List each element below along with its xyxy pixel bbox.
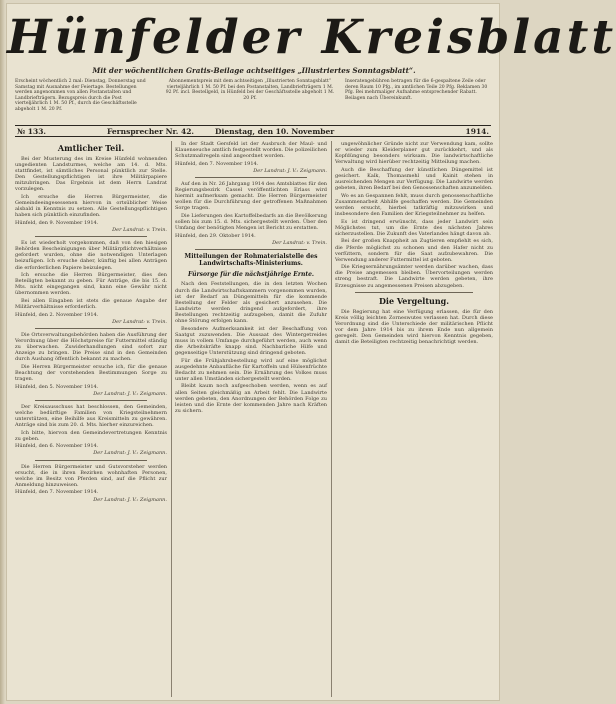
divider [35, 236, 147, 237]
article-paragraph: Bleibt kaum noch aufgeschoben werden, wenn es auf allen Seiten gleichmäßig an Arbeit fehlt. Die Landwirte werden gebeten, den Anordnungen der Behörden Folge zu leisten und die Ernte der kommenden Jahre nach Kräften zu sichern. [175, 383, 327, 414]
article-paragraph: Besondere Aufmerksamkeit ist der Beschaffung von Saatgut zuzuwenden. Die Aussaat des Wintergetreides muss in vollem Umfange durchgeführt werden, auch wenn die Arbeitskräfte knapp sind. Nachbarliche Hilfe und gegenseitige Unterstützung sind dringend geboten. [175, 325, 327, 356]
column-middle [175, 141, 327, 697]
article-paragraph: Bei allen Eingaben ist stets die genaue Angabe der Militärverhältnisse erforderlich. [15, 297, 167, 311]
article-paragraph: Die Lieferungen des Kartoffelbedarfs an die Bevölkerung sollen bis zum 15. d. Mts. sichergestellt werden. Über den Umfang der benötigten Mengen ist Bericht zu erstatten. [175, 212, 327, 232]
phone-number: Fernsprecher Nr. 42. [107, 127, 195, 136]
article-heading: Mitteilungen der Rohmaterialstelle des Landwirtschafts-Ministeriums. [184, 252, 318, 268]
column-official-notices [15, 141, 167, 697]
subscription-price [165, 79, 335, 121]
article-subheading: Fürsorge für die nächstjährige Ernte. [187, 270, 315, 278]
article-paragraph: Ich bitte, hiervon den Gemeindevertretungen Kenntnis zu geben. [15, 429, 167, 442]
masthead [7, 4, 616, 78]
newspaper-title: Hünfelder Kreisblatt [7, 10, 616, 65]
dateline-place: Hünfeld, den 9. November 1914. [15, 219, 99, 226]
divider [355, 292, 473, 293]
article-paragraph: Die Ortsverwaltungsbehörden haben die Ausführung der Verordnung über die Höchstpreise für Futtermittel ständig zu überwachen. Zuwiderhandlungen sind sofort zur Anzeige zu bringen. Die Preise sind in den Gemeinden durch Aushang öffentlich bekannt zu machen. [15, 331, 167, 363]
subscription-price-text: Abonnementspreis mit dem achtseitigen „Illustrierten Sonntagsblatt“ vierteljährlich 1 M. 50 Pf. bei den Postanstalten, Landbriefträgern 1 M. 92 Pf. incl. Bestellgeld, in Hünfeld bei der Geschäftsstelle abgeholt 1 M. 20 Pf. [165, 79, 335, 101]
article-paragraph: Auch die Beschaffung der künstlichen Düngemittel ist gesichert. Kalk, Thomasmehl und Kainit stehen in ausreichenden Mengen zur Verfügung. Die Landwirte werden gebeten, ihren Bedarf bei den Genossenschaften anzumelden. [335, 166, 493, 192]
article-paragraph: Für die Frühjahrsbestellung wird auf eine möglichst ausgedehnte Anbaufläche für Kartoffeln und Hülsenfrüchte Bedacht zu nehmen sein. Die Ernährung des Volkes muss unter allen Umständen sichergestellt werden. [175, 357, 327, 382]
issue-number: № 133. [17, 127, 47, 136]
article-paragraph: Ich ersuche die Herren Bürgermeister, die Gemeindeeingesessenen hiervon in ortsüblicher Weise alsbald in Kenntnis zu setzen. Alle Gestellungspflichtigen haben sich pünktlich einzufinden. [15, 194, 167, 219]
divider [35, 460, 147, 461]
article-paragraph: Die Herren Bürgermeister und Gutsvorsteher werden ersucht, die in ihren Bezirken wohnhaften Personen, welche im Besitz von Pferden sind, auf die Pflicht zur Anmeldung hinzuweisen. [15, 463, 167, 488]
issue-year: 1914. [465, 127, 489, 136]
newspaper-subtitle: Mit der wöchentlichen Gratis-Beilage achtseitiges „Illustriertes Sonntagsblatt“. [92, 66, 416, 75]
signature: Der Landrat: J. V.: Zeigmann. [253, 167, 327, 174]
newspaper-page [6, 3, 616, 701]
article-paragraph: Ich ersuche die Herren Bürgermeister, dies den Beteiligten bekannt zu geben. Für Anträge, die bis 15. d. Mts. nicht eingegangen sind, kann eine Gewähr nicht übernommen werden. [15, 272, 167, 297]
divider [35, 328, 147, 329]
article-paragraph: ungewöhnlicher Gründe nicht zur Verwendung kam, sollte er wieder zum Kleiderplaner gut zurückkehrt, und als Kopfdüngung besonders wirksam. Die landwirtschaftliche Verwaltung wird hierüber rechtzeitig Mitteilung machen. [335, 141, 493, 166]
article-paragraph: Es ist dringend erwünscht, dass jeder Landwirt sein Möglichstes tut, um die Ernte des nächsten Jahres sicherzustellen. Die Zukunft des Vaterlandes hängt davon ab. [335, 218, 493, 237]
issue-date: Dienstag, den 10. November [215, 127, 335, 136]
article-paragraph: Der Kreisausschuss hat beschlossen, den Gemeinden, welche bedürftige Familien von Kriegsteilnehmern unterstützen, eine Beihilfe aus Kreismitteln zu gewähren. Anträge sind bis zum 20. d. Mts. hierher einzureichen. [15, 403, 167, 429]
publication-schedule: Erscheint wöchentlich 2 mal: Dienstag, Donnerstag und Samstag mit Ausnahme der Feiertage. Bestellungen werden angenommen von allen Postanstalten und Landbriefträgern. Bezugspreis durch die Post vierteljährlich 1 M. 50 Pf., durch die Geschäftsstelle abgeholt 1 M. 20 Pf. [15, 79, 146, 112]
dateline [15, 125, 491, 137]
advertising-rates: Inseratengebühren betragen für die 6-gespaltene Zeile oder deren Raum 10 Pfg., im amtlichen Teile 20 Pfg. Reklamen 30 Pfg. Bei mehrmaliger Aufnahme entsprechender Rabatt. Beilagen nach Übereinkunft. [345, 79, 488, 101]
section-heading: Amtlicher Teil. [57, 143, 125, 153]
divider [35, 400, 147, 401]
dateline-place: Hünfeld, den 2. November 1914. [15, 311, 99, 318]
signature: Der Landrat: v. Trein. [112, 318, 167, 325]
dateline-place: Hünfeld, den 7. November 1914. [15, 489, 99, 496]
signature: Der Landrat: J. V.: Zeigmann. [93, 390, 167, 397]
column-rule [171, 141, 172, 697]
article-paragraph: Es ist wiederholt vorgekommen, daß von den hiesigen Behörden Bescheinigungen über Militärpflichtverhältnisse gefordert wurden, ohne die notwendigen Unterlagen beizufügen. Ich ersuche daher, künftig bei allen Anträgen die erforderlichen Papiere beizulegen. [15, 240, 167, 271]
article-paragraph: Die Regierung hat eine Verfügung erlassen, die für den Kreis völlig leichten Zorneswutes verlassen hat. Durch diese Verordnung sind die Unterschiede der militärischen Pflicht vor dem Jahre 1914 bis zu ihrem Ende nun allgemein geregelt. Den Gemeinden wird hiervon Kenntnis gegeben, damit die Beteiligten rechtzeitig benachrichtigt werden. [335, 308, 493, 346]
article-paragraph: Auf den in Nr. 26 Jahrgang 1914 des Amtsblattes für den Regierungsbezirk Cassel veröffentlichten Erlass wird hiermit aufmerksam gemacht. Die Herren Bürgermeister wollen für die Durchführung der getroffenen Maßnahmen Sorge tragen. [175, 180, 327, 212]
signature: Der Landrat: J. V.: Zeigmann. [93, 496, 167, 503]
article-paragraph: Die Herren Bürgermeister ersuche ich, für die genaue Beachtung der vorstehenden Bestimmungen Sorge zu tragen. [15, 363, 167, 382]
subscription-info [15, 79, 491, 123]
divider [195, 249, 307, 250]
article-paragraph: Bei der Musterung des im Kreise Hünfeld wohnenden ungedienten Landsturmes, welche am 14. d. Mts. stattfindet, ist sämtliches Personal pünktlich zur Stelle. Den Gestellungspflichtigen ist ihre Militärpapiere mitzubringen. Das Ergebnis ist dem Herrn Landrat vorzulegen. [15, 156, 167, 193]
dateline-place: Hünfeld, den 7. November 1914. [175, 160, 259, 167]
dateline-place: Hünfeld, den 6. November 1914. [15, 443, 99, 450]
article-paragraph: In der Stadt Gersfeld ist der Ausbruch der Maul- und Klauenseuche amtlich festgestellt worden. Die polizeilichen Schutzmaßregeln sind angeordnet worden. [175, 141, 327, 160]
divider [195, 177, 307, 178]
article-paragraph: Wo es an Gespannen fehlt, muss durch genossenschaftliche Zusammenarbeit Abhilfe geschaffen werden. Die Gemeinden werden ersucht, hierbei tatkräftig mitzuwirken und insbesondere den Familien der Kriegsteilnehmer zu helfen. [335, 192, 493, 218]
column-right [335, 141, 493, 697]
signature: Der Landrat: v. Trein. [112, 227, 167, 234]
article-paragraph: Bei der großen Knappheit an Zugtieren empfiehlt es sich, die Pferde möglichst zu schonen und den Hafer nicht zu verfüttern, sondern für die Saat aufzubewahren. Die Verwendung anderer Futtermittel ist geboten. [335, 238, 493, 263]
column-rule [331, 141, 332, 697]
article-paragraph: Die Kriegsernährungsämter werden darüber wachen, dass die Preise angemessen bleiben. Übervorteilungen werden streng bestraft. Die Landwirte werden gebeten, ihre Erzeugnisse zu angemessenen Preisen abzugeben. [335, 264, 493, 289]
dateline-place: Hünfeld, den 29. Oktober 1914. [175, 232, 256, 239]
article-paragraph: Nach den Feststellungen, die in den letzten Wochen durch die Landwirtschaftskammern vorgenommen wurden, ist der Bedarf an Düngemitteln für die kommende Bestellung der Felder als gesichert anzusehen. Die Landwirte werden dringend aufgefordert, ihre Bestellungen rechtzeitig aufzugeben, damit die Zufuhr ohne Störung erfolgen kann. [175, 281, 327, 324]
dateline-place: Hünfeld, den 5. November 1914. [15, 383, 99, 390]
page-edge-shadow [0, 0, 5, 704]
article-heading: Die Vergeltung. [378, 295, 450, 306]
signature: Der Landrat: v. Trein. [272, 239, 327, 246]
signature: Der Landrat: J. V.: Zeigmann. [93, 450, 167, 457]
